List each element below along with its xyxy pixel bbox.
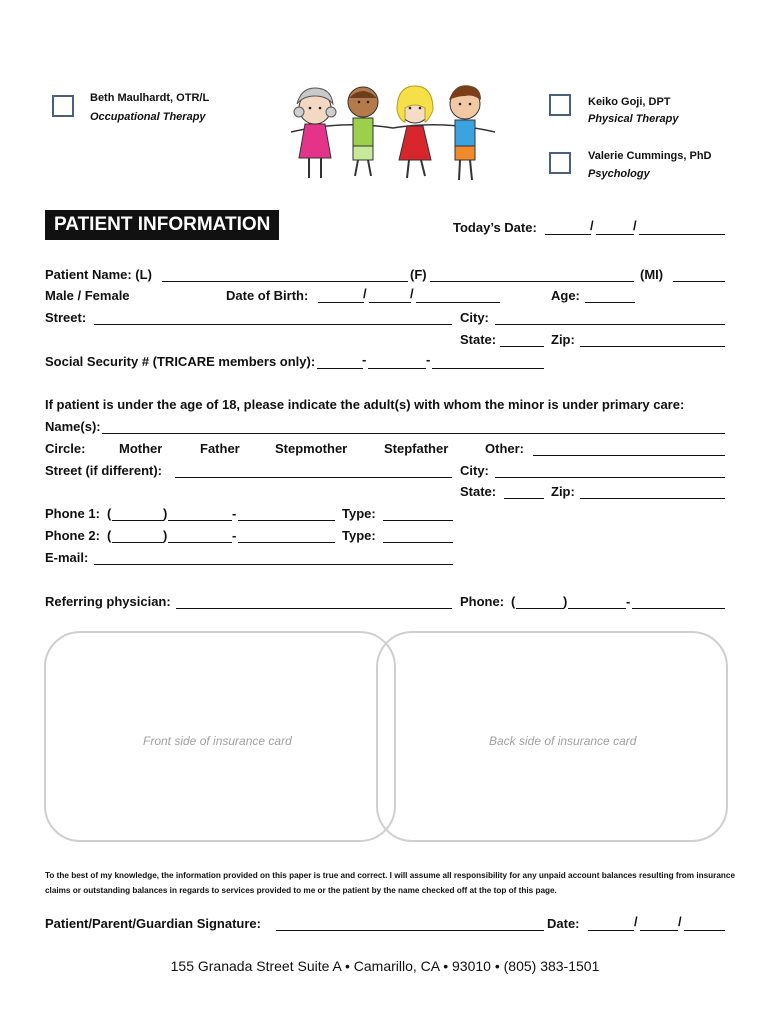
patient-name-last-label: Patient Name: (L) [45, 267, 152, 282]
checkbox-valerie-cummings[interactable] [549, 152, 571, 174]
phone-dash: - [232, 506, 237, 521]
paren-close: ) [163, 528, 168, 543]
option-stepmother[interactable]: Stepmother [275, 441, 348, 456]
provider-specialty: Physical Therapy [588, 113, 679, 125]
signature-date-label: Date: [547, 916, 580, 931]
phone1-label: Phone 1: [45, 506, 100, 521]
paren-close: ) [163, 506, 168, 521]
todays-date-label: Today’s Date: [453, 220, 537, 235]
email-label: E-mail: [45, 550, 89, 565]
street-field[interactable] [94, 324, 452, 325]
signature-label: Patient/Parent/Guardian Signature: [45, 916, 261, 931]
street-label: Street: [45, 310, 87, 325]
date-slash: / [590, 218, 594, 233]
phone-dash: - [232, 528, 237, 543]
dob-month-field[interactable] [318, 302, 364, 303]
guardian-zip-field[interactable] [580, 498, 725, 499]
option-stepfather[interactable]: Stepfather [384, 441, 449, 456]
option-other-label: Other: [485, 441, 524, 456]
provider-name: Valerie Cummings, PhD [588, 150, 712, 162]
guardian-state-field[interactable] [504, 498, 544, 499]
todays-date-month-field[interactable] [545, 234, 591, 235]
ssn-dash: - [362, 352, 367, 367]
provider-name: Beth Maulhardt, OTR/L [90, 92, 210, 104]
city-field[interactable] [495, 324, 725, 325]
guardian-street-label: Street (if different): [45, 463, 162, 478]
page-title: PATIENT INFORMATION [45, 210, 279, 240]
patient-first-name-field[interactable] [430, 281, 634, 282]
phone1-area-field[interactable] [112, 520, 164, 521]
phone2-area-field[interactable] [112, 542, 164, 543]
paren-open: ( [511, 594, 516, 609]
todays-date-day-field[interactable] [596, 234, 634, 235]
circle-label: Circle: [45, 441, 86, 456]
phone1-prefix-field[interactable] [168, 520, 232, 521]
patient-first-name-label: (F) [410, 267, 427, 282]
phone-dash: - [626, 594, 631, 609]
option-father[interactable]: Father [200, 441, 240, 456]
guardian-state-label: State: [460, 484, 497, 499]
signature-date-month-field[interactable] [588, 930, 634, 931]
ssn-label: Social Security # (TRICARE members only): [45, 354, 316, 369]
phone2-type-label: Type: [342, 528, 376, 543]
footer-address: 155 Granada Street Suite A • Camarillo, CA • 93010 • (805) 383-1501 [170, 958, 600, 974]
patient-last-name-field[interactable] [162, 281, 408, 282]
dob-year-field[interactable] [416, 302, 500, 303]
paren-open: ( [107, 528, 112, 543]
dob-label: Date of Birth: [226, 288, 309, 303]
guardian-names-field[interactable] [102, 433, 725, 434]
referring-physician-label: Referring physician: [45, 594, 171, 609]
zip-field[interactable] [580, 346, 725, 347]
gender-label[interactable]: Male / Female [45, 288, 130, 303]
guardian-city-label: City: [460, 463, 489, 478]
referring-phone-line-field[interactable] [632, 608, 725, 609]
referring-physician-field[interactable] [176, 608, 452, 609]
insurance-card-back-label: Back side of insurance card [489, 734, 637, 748]
guardian-city-field[interactable] [495, 477, 725, 478]
signature-date-year-field[interactable] [684, 930, 725, 931]
paren-open: ( [107, 506, 112, 521]
date-slash: / [678, 914, 682, 929]
phone2-prefix-field[interactable] [168, 542, 232, 543]
paren-close: ) [563, 594, 568, 609]
phone2-label: Phone 2: [45, 528, 100, 543]
ssn-part1-field[interactable] [317, 368, 363, 369]
dob-day-field[interactable] [369, 302, 411, 303]
provider-name: Keiko Goji, DPT [588, 96, 671, 108]
signature-date-day-field[interactable] [640, 930, 678, 931]
children-holding-hands-icon [283, 80, 503, 188]
insurance-card-front-label: Front side of insurance card [143, 734, 292, 748]
ssn-part2-field[interactable] [368, 368, 426, 369]
ssn-dash: - [426, 352, 431, 367]
todays-date-year-field[interactable] [639, 234, 725, 235]
phone2-line-field[interactable] [238, 542, 335, 543]
phone1-line-field[interactable] [238, 520, 335, 521]
age-field[interactable] [585, 302, 635, 303]
referring-phone-label: Phone: [460, 594, 505, 609]
disclaimer-text: To the best of my knowledge, the information provided on this paper is true and correct. I will assume all responsibility for any unpaid account balances resulting from insurance claims or outstanding balances in regards to services provided to me or the patient by the name checked off at the top of this page. [45, 871, 736, 895]
date-slash: / [363, 286, 367, 301]
checkbox-beth-maulhardt[interactable] [52, 95, 74, 117]
ssn-part3-field[interactable] [432, 368, 544, 369]
guardian-street-field[interactable] [175, 477, 452, 478]
phone1-type-label: Type: [342, 506, 376, 521]
state-field[interactable] [500, 346, 544, 347]
patient-mi-field[interactable] [673, 281, 725, 282]
state-label: State: [460, 332, 497, 347]
referring-phone-prefix-field[interactable] [568, 608, 626, 609]
age-label: Age: [551, 288, 580, 303]
signature-field[interactable] [276, 930, 544, 931]
email-field[interactable] [94, 564, 453, 565]
date-slash: / [634, 914, 638, 929]
checkbox-keiko-goji[interactable] [549, 94, 571, 116]
phone2-type-field[interactable] [383, 542, 453, 543]
provider-specialty: Psychology [588, 168, 650, 180]
date-slash: / [633, 218, 637, 233]
patient-mi-label: (MI) [640, 267, 664, 282]
guardian-zip-label: Zip: [551, 484, 575, 499]
option-mother[interactable]: Mother [119, 441, 163, 456]
zip-label: Zip: [551, 332, 575, 347]
referring-phone-area-field[interactable] [516, 608, 564, 609]
other-relationship-field[interactable] [533, 455, 725, 456]
city-label: City: [460, 310, 489, 325]
date-slash: / [410, 286, 414, 301]
guardian-names-label: Name(s): [45, 419, 101, 434]
minor-instructions: If patient is under the age of 18, please indicate the adult(s) with whom the minor is under primary care: [45, 397, 685, 412]
provider-specialty: Occupational Therapy [90, 111, 206, 123]
phone1-type-field[interactable] [383, 520, 453, 521]
